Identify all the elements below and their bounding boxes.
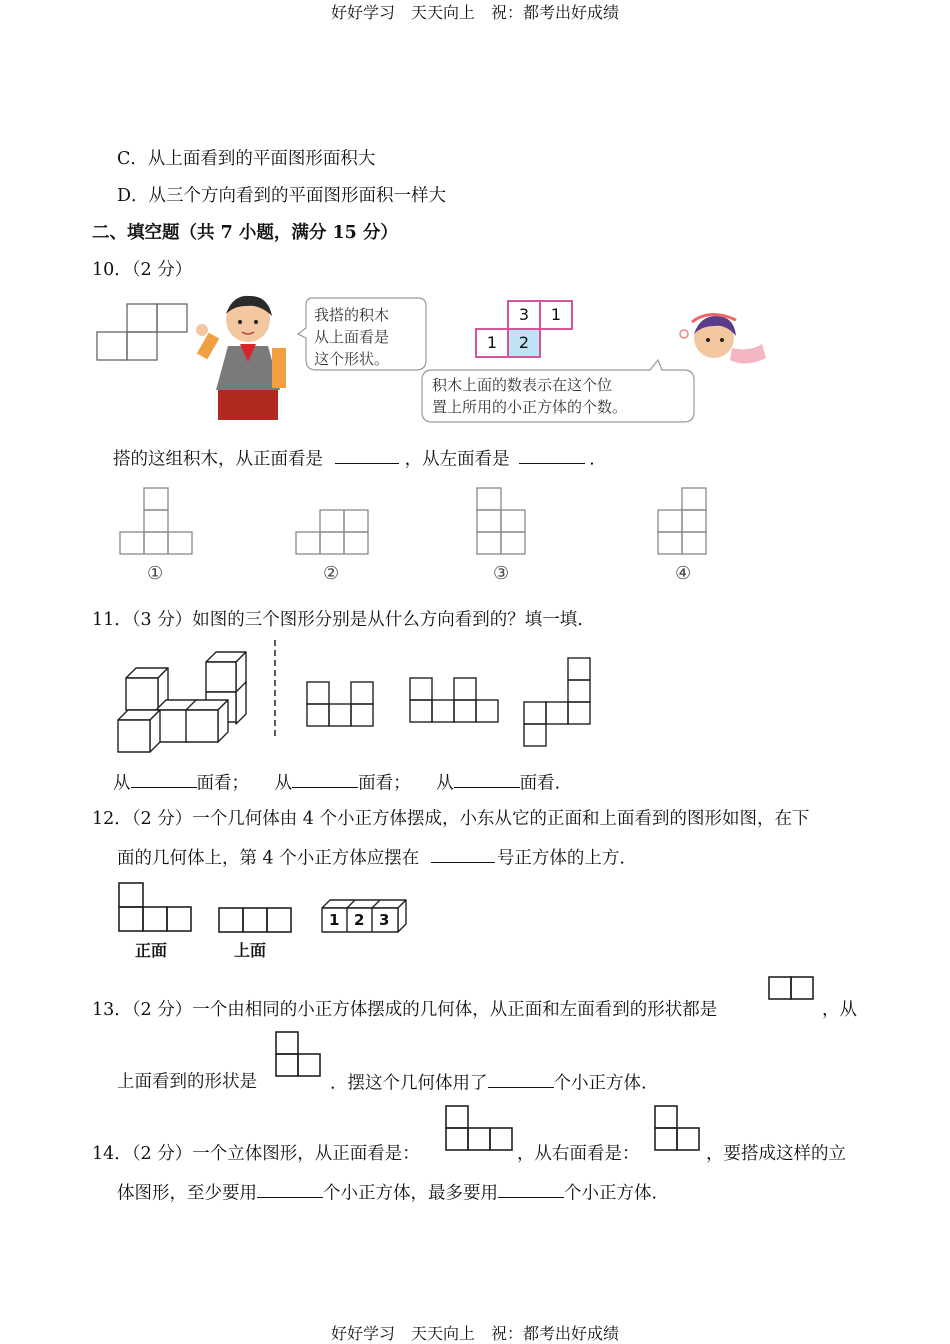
page-footer: 好好学习 天天向上 祝：都考出好成绩	[330, 1324, 619, 1343]
q13-line-2-text: 上面看到的形状是	[117, 1072, 257, 1092]
q11-from: 从	[436, 773, 454, 794]
page-header: 好好学习 天天向上 祝：都考出好成绩	[330, 3, 619, 22]
q10-choice-label[interactable]: ③	[493, 563, 510, 584]
q10-number: 10．（2 分）	[92, 260, 193, 280]
q10-choice-label[interactable]: ④	[675, 563, 692, 584]
q12-front-view	[117, 881, 195, 935]
q12-line-1: 12．（2 分）一个几何体由 4 个小正方体摆成，小东从它的正面和上面看到的图形如图，在下	[92, 809, 810, 829]
q11-view-suffix: 面看.	[519, 773, 561, 794]
q13-line-1-text: 13．（2 分）一个由相同的小正方体摆成的几何体，从正面和左面看到的形状都是	[92, 1000, 718, 1020]
q14-line-1-text: 14．（2 分）一个立体图形，从正面看是：	[92, 1144, 420, 1164]
q11-view-c	[522, 656, 592, 748]
q12-cube-number: 2	[354, 911, 365, 929]
q12-text-a: 面的几何体上，第 4 个小正方体应摆在	[117, 848, 420, 869]
q10-text-end: .	[589, 449, 595, 470]
q10-text-b: ，从左面看是	[404, 449, 510, 470]
q11-answers	[113, 768, 560, 794]
q10-blank-front[interactable]	[335, 444, 399, 464]
q13-blank[interactable]	[488, 1068, 554, 1088]
grid-cell: 1	[539, 300, 573, 330]
q10-choice-figure-2	[294, 508, 374, 556]
q10-text-a: 搭的这组积木，从正面看是	[113, 449, 323, 470]
q14-front-view	[444, 1104, 516, 1154]
q12-cube-number: 1	[329, 911, 340, 929]
q13-text-c: 个小正方体.	[553, 1073, 647, 1094]
girl-bubble-text	[432, 374, 627, 418]
q11-view-b	[408, 676, 500, 724]
q14-blank-min[interactable]	[257, 1178, 323, 1198]
q11-from: 从	[274, 773, 293, 794]
option-c: C．从上面看到的平面图形面积大	[117, 149, 376, 169]
q14-text-b: 个小正方体，最多要用	[323, 1183, 498, 1204]
q11-view-suffix: 面看；	[358, 773, 411, 794]
q13-top-view	[274, 1030, 326, 1080]
boy-bubble-line: 从上面看是	[314, 328, 390, 346]
boy-bubble-line: 这个形状。	[314, 350, 390, 368]
q12-text-b: 号正方体的上方.	[496, 848, 625, 869]
q12-label-front: 正面	[135, 941, 168, 960]
option-d: D．从三个方向看到的平面图形面积一样大	[117, 186, 447, 206]
q12-label-top: 上面	[234, 941, 267, 960]
q13-text-b: ．摆这个几何体用了	[330, 1073, 488, 1094]
q14-text-c: 个小正方体.	[564, 1183, 658, 1204]
q10-blank-left[interactable]	[519, 444, 585, 464]
q14-text-a: 体图形，至少要用	[117, 1183, 257, 1204]
q11-view-a	[305, 680, 375, 728]
q12-top-view	[217, 906, 295, 934]
q13-line-1-end: ，从	[822, 1000, 857, 1020]
q14-line-1-end: ，要搭成这样的立	[706, 1144, 846, 1164]
q14-blank-max[interactable]	[498, 1178, 564, 1198]
q13-front-left-view	[767, 975, 817, 1003]
q14-line-1-mid: ，从右面看是：	[517, 1144, 640, 1164]
q11-view-suffix: 面看；	[196, 773, 249, 794]
q10-choice-label[interactable]: ①	[147, 563, 164, 584]
q10-choice-figure-4	[656, 486, 712, 556]
q11-blank-1[interactable]	[131, 768, 197, 788]
grid-cell: 1	[475, 328, 509, 358]
boy-bubble-line: 我搭的积木	[314, 306, 390, 324]
section-title: 二、填空题（共 7 小题，满分 15 分）	[92, 223, 398, 243]
q11-blank-3[interactable]	[454, 768, 520, 788]
q14-right-view	[653, 1104, 703, 1154]
q11-from: 从	[113, 773, 131, 794]
q11-cube-solid	[114, 650, 254, 756]
q12-blank[interactable]	[431, 843, 495, 863]
grid-cell: 3	[507, 300, 541, 330]
boy-illustration	[188, 290, 298, 430]
q13-line-2-rest	[330, 1068, 647, 1094]
q11-question: 11．（3 分）如图的三个图形分别是从什么方向看到的？填一填.	[92, 610, 583, 630]
girl-bubble-line: 置上所用的小正方体的个数。	[432, 398, 628, 416]
q10-choice-figure-1	[118, 486, 198, 556]
numbered-top-grid	[475, 300, 575, 356]
q10-choice-figure-3	[475, 486, 531, 556]
q10-question	[113, 444, 595, 470]
boy-bubble-text	[314, 304, 389, 370]
q11-divider	[273, 640, 277, 740]
q10-choice-label[interactable]: ②	[323, 563, 340, 584]
girl-bubble-line: 积木上面的数表示在这个位	[432, 376, 613, 394]
q12-cube-number: 3	[379, 911, 390, 929]
q14-line-2	[117, 1178, 657, 1204]
q12-line-2	[117, 843, 625, 869]
q10-top-view-figure	[95, 302, 190, 362]
grid-cell: 2	[507, 328, 541, 358]
q11-blank-2[interactable]	[292, 768, 358, 788]
